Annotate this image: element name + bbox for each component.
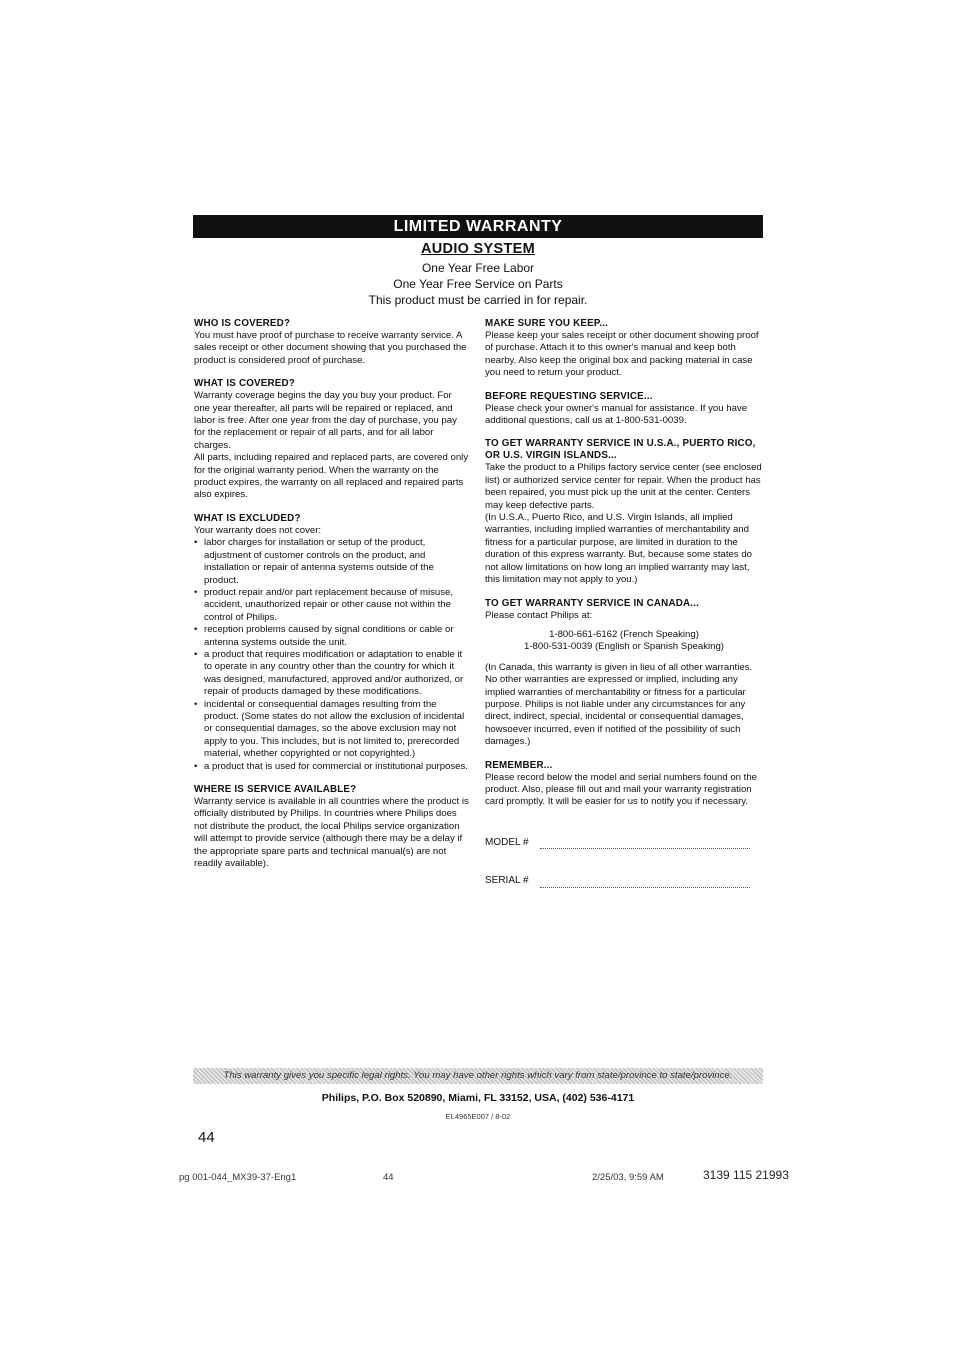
who-covered-section [194,318,470,367]
remember-heading: REMEMBER... [485,759,553,771]
exclusion-item: • product repair and/or part replacement because of misuse, accident, unauthorized repair or other cause not within the control of Philips. [194,587,470,624]
usa-service-text-2: (In U.S.A., Puerto Rico, and U.S. Virgin Islands, all implied warranties, including implied warranties of merchantability and fitness for a particular purpose, are limited in duration to the duration of this express warranty. But, because some states do not allow limitations on how long an implied warranty may last, this limitation may not apply to you.) [485,512,752,586]
what-covered-text: Warranty coverage begins the day you buy your product. For one year thereafter, all parts will be repaired or replaced, and labor is free. After one year from the day of purchase, you pay for the replacement or repair of all parts, and for all labor charges. [194,390,457,451]
keep-text: Please keep your sales receipt or other document showing proof of purchase. Attach it to this owner's manual and keep both nearby. Also keep the original box and packing material in case you need to return your product. [485,330,759,379]
who-covered-heading: WHO IS COVERED? [194,318,291,329]
exclusion-item: • a product that requires modification or adaptation to enable it to operate in any country other than the country for which it was designed, manufactured, approved and/or authorized, or repair of products damaged by these modifications. [194,649,470,699]
canada-phone-french: 1-800-661-6162 (French Speaking) [549,628,699,640]
usa-service-heading: TO GET WARRANTY SERVICE IN U.S.A., PUERTO RICO, OR U.S. VIRGIN ISLANDS... [485,438,756,462]
footer-page: 44 [383,1172,394,1183]
model-number-label: MODEL # [485,836,529,848]
serial-number-row [485,875,763,887]
canada-phone-numbers [485,629,763,654]
canada-service-section [485,598,763,749]
warranty-intro [193,260,763,308]
footer-filename: pg 001-044_MX39-37-Eng1 [179,1172,297,1183]
before-service-text: Please check your owner's manual for assistance. If you have additional questions, call us at 1-800-531-0039. [485,402,748,427]
exclusion-item: • reception problems caused by signal conditions or cable or antenna systems outside the unit. [194,624,470,649]
left-column [194,318,470,881]
where-service-text: Warranty service is available in all countries where the product is officially distributed by Philips. In countries where Philips does not distribute the product, the local Philips service organization will attempt to provide service (although there may be a delay if the appropriate spare parts and technical manual(s) are not readily available). [194,796,469,870]
canada-phone-english-spanish: 1-800-531-0039 (English or Spanish Speaking) [524,641,724,653]
remember-section [485,760,763,809]
intro-line-carry-in: This product must be carried in for repair. [368,293,588,307]
what-excluded-intro: Your warranty does not cover: [194,524,322,536]
intro-line-labor: One Year Free Labor [421,261,535,275]
serial-number-label: SERIAL # [485,875,529,887]
what-covered-text-2: All parts, including repaired and replaced parts, are covered only for the original warranty period. When the warranty on the product expires, the warranty on all replaced and repaired parts also expires. [194,452,469,501]
page-number: 44 [198,1129,215,1146]
before-service-section [485,391,763,428]
keep-heading: MAKE SURE YOU KEEP... [485,318,609,329]
audio-system-subtitle: AUDIO SYSTEM [421,241,535,257]
canada-service-text: (In Canada, this warranty is given in lieu of all other warranties. No other warranties are expressed or implied, including any implied warranties of merchantability or fitness for a particular purpose. Philips is not liable under any circumstances for any direct, indirect, special, incidental or consequential damages, howsoever incurred, even if notified of the possibility of such damages.) [485,661,753,748]
legal-rights-strip: This warranty gives you specific legal rights. You may have other rights which vary from state/province to state/province. [193,1068,763,1084]
where-service-heading: WHERE IS SERVICE AVAILABLE? [194,784,357,795]
intro-line-parts: One Year Free Service on Parts [393,277,563,291]
usa-service-section [485,438,763,586]
exclusion-item: • incidental or consequential damages resulting from the product. (Some states do not allow the exclusion of incidental or consequential damages, so the above exclusion may not apply to you. This includes, but is not limited to, prerecorded material, whether copyrighted or not copyrighted.) [194,699,470,761]
serial-number-line [540,877,750,888]
what-covered-section [194,378,470,502]
usa-service-text: Take the product to a Philips factory service center (see enclosed list) or authorized service center for repair. When the product has been repaired, you must pick up the unit at the center. Centers may keep defective parts. [485,462,762,511]
keep-section [485,318,763,380]
model-number-line [540,838,750,849]
footer-date: 2/25/03, 9:59 AM [592,1172,664,1183]
exclusion-list [194,537,470,773]
philips-address: Philips, P.O. Box 520890, Miami, FL 33152, USA, (402) 536-4171 [321,1092,635,1104]
limited-warranty-banner: LIMITED WARRANTY [193,215,763,238]
footer-part-number: 3139 115 21993 [703,1168,789,1182]
right-column [485,318,763,888]
exclusion-item: • labor charges for installation or setup of the product, adjustment of customer controls on the product, and installation or repair of antenna systems outside of the product. [194,537,470,587]
remember-text: Please record below the model and serial numbers found on the product. Also, please fill out and mail your warranty registration card promptly. It will be easier for us to notify you if necessary. [485,771,757,808]
exclusion-item: • a product that is used for commercial or institutional purposes. [194,761,470,773]
before-service-heading: BEFORE REQUESTING SERVICE... [485,390,653,402]
document-code: EL4965E007 / 8-02 [445,1112,511,1121]
what-excluded-section [194,513,470,773]
what-covered-heading: WHAT IS COVERED? [194,378,295,390]
where-service-section [194,784,470,870]
canada-service-intro: Please contact Philips at: [485,609,593,621]
canada-service-heading: TO GET WARRANTY SERVICE IN CANADA... [485,597,700,609]
who-covered-text: You must have proof of purchase to receive warranty service. A sales receipt or other document showing that you purchased the product is considered proof of purchase. [194,330,467,366]
model-number-row [485,837,763,849]
what-excluded-heading: WHAT IS EXCLUDED? [194,512,301,524]
